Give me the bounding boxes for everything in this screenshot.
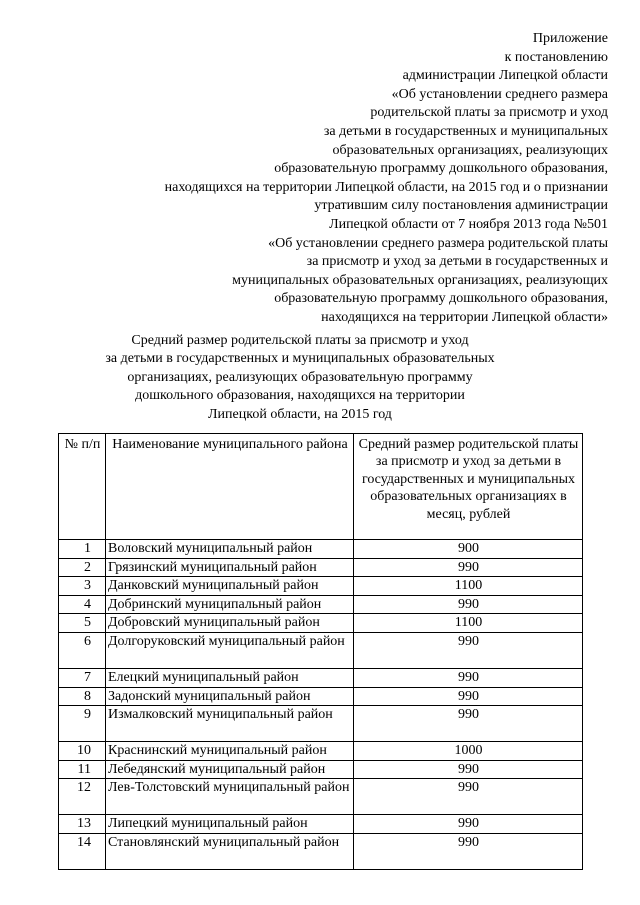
- row-num: 7: [59, 668, 106, 687]
- row-num: 4: [59, 595, 106, 614]
- row-value: 990: [354, 779, 583, 815]
- row-value: 990: [354, 760, 583, 779]
- appendix-line: образовательную программу дошкольного образования,: [274, 291, 608, 307]
- row-value: 1100: [354, 577, 583, 596]
- appendix-line: муниципальных образовательных организациях, реализующих: [232, 272, 608, 288]
- appendix-line: к постановлению: [504, 49, 608, 65]
- row-value: 990: [354, 815, 583, 834]
- table-row: [59, 833, 583, 869]
- row-value: 990: [354, 706, 583, 742]
- row-name: Воловский муниципальный район: [106, 540, 354, 559]
- table-row: [59, 742, 583, 761]
- appendix-line: находящихся на территории Липецкой области, на 2015 год и о признании: [164, 179, 608, 195]
- title-line: дошкольного образования, находящихся на территории: [135, 388, 465, 404]
- row-name: Долгоруковский муниципальный район: [106, 632, 354, 668]
- row-value: 990: [354, 595, 583, 614]
- row-name: Лебедянский муниципальный район: [106, 760, 354, 779]
- fees-table: [58, 433, 583, 870]
- row-name: Елецкий муниципальный район: [106, 668, 354, 687]
- table-row: [59, 706, 583, 742]
- appendix-line: Липецкой области от 7 ноября 2013 года №501: [329, 216, 608, 232]
- appendix-line: «Об установлении среднего размера родительской платы: [268, 235, 608, 251]
- row-num: 3: [59, 577, 106, 596]
- table-header-row: [59, 434, 583, 540]
- appendix-line: Приложение: [532, 31, 608, 46]
- row-num: 12: [59, 779, 106, 815]
- row-num: 14: [59, 833, 106, 869]
- row-value: 900: [354, 540, 583, 559]
- appendix-block: [88, 30, 608, 328]
- header-name: Наименование муниципального района: [106, 434, 354, 540]
- row-value: 990: [354, 632, 583, 668]
- document-title: [90, 332, 510, 424]
- row-name: Измалковский муниципальный район: [106, 706, 354, 742]
- row-value: 1000: [354, 742, 583, 761]
- row-name: Добринский муниципальный район: [106, 595, 354, 614]
- table-row: [59, 632, 583, 668]
- table-row: [59, 540, 583, 559]
- appendix-line: образовательных организациях, реализующих: [332, 142, 608, 158]
- appendix-line: образовательную программу дошкольного образования,: [274, 161, 608, 177]
- row-num: 8: [59, 687, 106, 706]
- appendix-line: администрации Липецкой области: [402, 68, 608, 84]
- row-name: Липецкий муниципальный район: [106, 815, 354, 834]
- table-row: [59, 668, 583, 687]
- row-num: 10: [59, 742, 106, 761]
- appendix-line: за детьми в государственных и муниципальных: [323, 123, 608, 139]
- table-row: [59, 577, 583, 596]
- table-row: [59, 614, 583, 633]
- appendix-line: «Об установлении среднего размера: [391, 86, 608, 102]
- title-line: Средний размер родительской платы за присмотр и уход: [131, 333, 469, 348]
- appendix-line: находящихся на территории Липецкой области»: [321, 309, 608, 325]
- row-num: 1: [59, 540, 106, 559]
- row-num: 2: [59, 558, 106, 577]
- row-value: 990: [354, 833, 583, 869]
- row-num: 6: [59, 632, 106, 668]
- row-name: Задонский муниципальный район: [106, 687, 354, 706]
- row-name: Лев-Толстовский муниципальный район: [106, 779, 354, 815]
- row-num: 13: [59, 815, 106, 834]
- row-num: 5: [59, 614, 106, 633]
- row-value: 990: [354, 687, 583, 706]
- header-num: № п/п: [59, 434, 106, 540]
- title-line: Липецкой области, на 2015 год: [208, 406, 392, 422]
- row-num: 11: [59, 760, 106, 779]
- row-name: Становлянский муниципальный район: [106, 833, 354, 869]
- row-value: 1100: [354, 614, 583, 633]
- row-name: Данковский муниципальный район: [106, 577, 354, 596]
- table-row: [59, 595, 583, 614]
- appendix-line: родительской платы за присмотр и уход: [370, 105, 608, 121]
- row-num: 9: [59, 706, 106, 742]
- row-name: Краснинский муниципальный район: [106, 742, 354, 761]
- table-row: [59, 558, 583, 577]
- table-row: [59, 760, 583, 779]
- title-line: организациях, реализующих образовательную программу: [127, 369, 473, 385]
- row-value: 990: [354, 668, 583, 687]
- table-row: [59, 687, 583, 706]
- row-name: Грязинский муниципальный район: [106, 558, 354, 577]
- table-row: [59, 779, 583, 815]
- appendix-line: утратившим силу постановления администрации: [314, 198, 608, 214]
- table-row: [59, 815, 583, 834]
- appendix-line: за присмотр и уход за детьми в государственных и: [306, 254, 608, 270]
- row-name: Добровский муниципальный район: [106, 614, 354, 633]
- row-value: 990: [354, 558, 583, 577]
- header-value: Средний размер родительской платы за присмотр и уход за детьми в государственных и муниципальных образовательных организациях в месяц, рублей: [354, 434, 583, 540]
- title-line: за детьми в государственных и муниципальных образовательных: [105, 351, 495, 367]
